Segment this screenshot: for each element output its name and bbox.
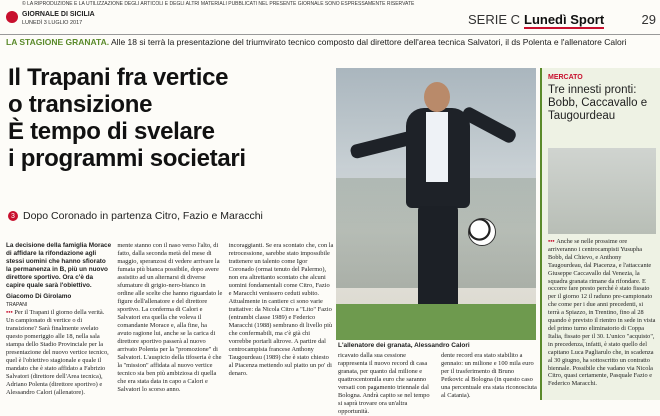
article-lead: La decisione della famiglia Morace di affidare la rifondazione agli stessi uomini che hanno sfiorato la permanenza in B, più un nuovo direttore sportivo. Ora c'è da capire quale sarà l'obiettivo.: [6, 242, 112, 289]
photo-legs: [418, 206, 458, 316]
article-text: Per il Trapani il giorno della verità. Un campionato di vertice o di transizione? Sarà finalmente svelato questo pomeriggio alle 18, nella sala stampa dello Stadio Provinciale per la presentazione del nuovo vertice tecnico, quel è l'obiettivo stagionale e quale il mandato che è stato affidato a Fabrizio Salvatori (direttore dell'Area tecnica), Adriano Polenta (direttore sportivo) e Alessandro Calori (allenatore).: [6, 309, 109, 396]
sidebar-body: [548, 238, 656, 400]
article-column: [117, 242, 222, 400]
sidebar-box: [540, 68, 660, 400]
subhead-text: Dopo Coronado in partenza Citro, Fazio e Maracchi: [23, 210, 263, 222]
headline-line: Il Trapani fra vertice: [8, 64, 229, 91]
article-text: ricavato dalla sua cessione rappresenta il nuovo record di casa granata, per quanto dal milione e quattrocentomila euro che saranno versati con pagamento triennale dal Bologna. Andrà capito se nel tempo si saprà trovare ora un'altra opportunità.: [338, 352, 430, 415]
article-column: [441, 352, 538, 400]
article-column: [338, 352, 435, 415]
bullet-icon: 3: [8, 211, 18, 221]
headline-line: i programmi societari: [8, 145, 246, 172]
headline-line: È tempo di svelare: [8, 118, 215, 145]
kicker-bar: [0, 36, 660, 62]
article-body: [6, 242, 334, 400]
star-icon: •••: [548, 238, 557, 245]
section-name: SERIE C: [468, 12, 521, 27]
copyright-disclaimer: © LA RIPRODUZIONE E LA UTILIZZAZIONE DEGLI ARTICOLI E DEGLI ALTRI MATERIALI PUBBLICATI NEL PRESENTE GIORNALE SONO ESPRESSAMENTE RISERVATE: [22, 1, 415, 7]
subsection-name: [524, 12, 604, 27]
article-author: Giacomo Di Girolamo: [6, 293, 72, 300]
sidebar-text: Anche se nelle prossime ore arriveranno i centrocampisti Yusupha Bobb, dal Chievo, e Anthony Taugourdeau, dal Piacenza, e l'attaccante Giuseppe Caccavallo dal Venezia, la squadra granata rimane da rifondare. E occorre fare presto perché è stato fissato per il giorno 12 il raduno pre-campionato che come per i due anni precedenti, si terrà a Spiazzo, in Trentino, fino al 28 quando è previsto il rientro in sede in vista del primo turno eliminatorio di Coppa Italia, fissato per il 30. L'unico "acquisto", in precedenza, infatti, è stato quello del capitano Luca Pagliarulo che, in scadenza al 30 giugno, ha sottoscritto un contratto biennale. Possibile che vadano via Nicola Citro, quasi certamente, Pasquale Fazio e Federico Maracchi.: [548, 238, 656, 388]
headline: [8, 64, 338, 172]
article-text: dente record era stato stabilito a gennaio: un milione e 100 mila euro per il trasferimento di Bruno Petkovic al Bologna (in questo caso una percentuale era stata riconosciuta al Catania).: [441, 352, 537, 399]
masthead-divider: [0, 34, 660, 35]
coach-photo: [336, 68, 536, 340]
sidebar-stripe: [540, 68, 542, 400]
article-text: mente stanno con il naso verso l'alto, di fatto, dalla seconda metà del mese di maggio, speranzosi di vedere arrivare la fumata più bianca possibile, dopo avere assistito ad un alternarsi di diverse sfumature di grigio-nero-bianco in ordine alle scelte che hanno riguardato le figure dell'allenatore e del direttore sportivo. La conferma di Calori e Salvatori era quella che voleva il comandante Morace e, alla fine, ha avuto ragione lui, anche se la carica di direttore sportivo passerà al nuovo arrivato Polenta per la "promozione" di Salvatori. L'auspicio della tifoseria è che la "mission" affidata al nuovo vertice tecnico sia ben più ambiziosa di quella che era stata data in capo a Calori e Salvatori lo scorso anno.: [117, 242, 223, 393]
paper-date: LUNEDÌ 3 LUGLIO 2017: [22, 20, 83, 26]
article-continuation: [338, 352, 538, 415]
kicker-label: LA STAGIONE GRANATA.: [6, 37, 110, 47]
headline-line: o transizione: [8, 91, 153, 118]
article-column: [6, 242, 111, 400]
sidebar-photo: [548, 148, 656, 234]
sidebar-title: Tre innesti pronti: Bobb, Caccavallo e Taugourdeau: [548, 84, 648, 122]
kicker-text: Alle 18 si terrà la presentazione del triumvirato tecnico composto dal direttore dell'area tecnica Salvatori, il ds Polenta e l'allenatore Calori: [111, 37, 627, 47]
page-number: 29: [641, 12, 656, 27]
photo-grass: [336, 304, 536, 340]
photo-shirt: [426, 112, 448, 182]
subhead: [8, 210, 338, 222]
photo-caption: L'allenatore dei granata, Alessandro Calori: [338, 342, 470, 349]
paper-name: GIORNALE DI SICILIA: [22, 11, 95, 18]
article-text: incoraggianti. Se era scontato che, con la retrocessione, sarebbe stato impossibile trattenere un talento come Igor Coronado (ormai tenuto del Palermo), non era altrettanto scontato che alcuni uomini fondamentali come Citro, Fazio e Maracchi venissero ceduti subito. Attualmente in cantiere ci sono varie trattative: da Nicola Citro a "Lito" Fazio (entrambi classe 1989) e Federico Maracchi (1988) sembrano di livello più che confermabili, ma c'è già chi vorrebbe portarli altrove. A partire dal centrocampista francese Anthony Taugourdeau (1989) che è stato chiesto al Piacenza mettendo sul piatto un po' di denaro.: [228, 242, 334, 377]
article-column: [229, 242, 334, 400]
photo-head: [424, 82, 450, 112]
subsection-label: Lunedì Sport: [524, 12, 605, 27]
sidebar-label: MERCATO: [548, 74, 583, 81]
newspaper-logo-icon: [6, 11, 18, 23]
star-icon: •••: [6, 309, 15, 316]
article-place: TRAPANI: [6, 302, 28, 308]
football-icon: [468, 218, 496, 246]
